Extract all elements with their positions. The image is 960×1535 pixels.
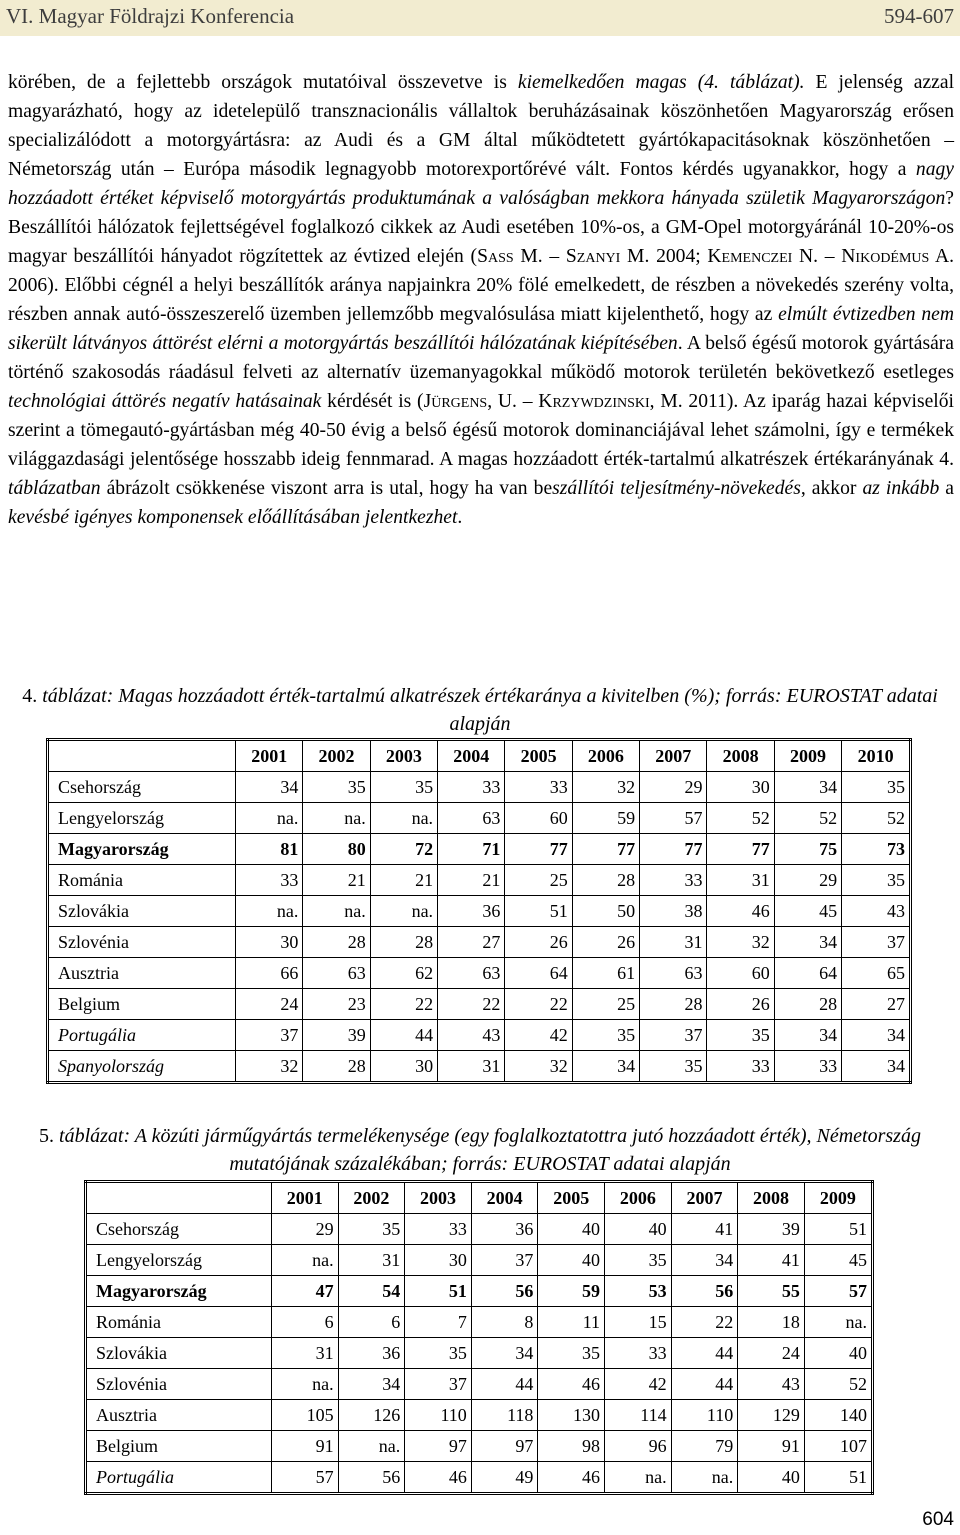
value-cell: 34 (572, 1051, 639, 1083)
value-cell: 40 (538, 1245, 605, 1276)
value-cell: 22 (438, 989, 505, 1020)
value-cell: 97 (471, 1431, 538, 1462)
text-run-italic: kiemelkedően magas (4. táblázat). (517, 72, 805, 93)
value-cell: 28 (774, 989, 841, 1020)
value-cell: 42 (605, 1369, 672, 1400)
value-cell: 64 (774, 958, 841, 989)
value-cell: 35 (605, 1245, 672, 1276)
year-header: 2008 (707, 740, 774, 772)
year-header: 2003 (405, 1182, 472, 1214)
page-header (0, 0, 960, 36)
table5-caption-text: táblázat: A közúti járműgyártás termelékenysége (egy foglalkoztatottra jutó hozzáadott érték), Németország mutatójának százalékában; forrás: EUROSTAT adatai alapján (59, 1125, 921, 1175)
text-run: E jelenség azzal magyarázható, hogy az idetelepülő transznacionális vállaltok beruházásainak köszönhetően Magyarország erősen specializálódott a motorgyártásra: az Audi és a GM által működtetett gyártókapacitásoknak köszönhetően – Németország után – Európa második legnagyobb motorexportőrévé vált. Fontos kérdés ugyanakkor, hogy a (8, 72, 955, 180)
value-cell: na. (671, 1462, 738, 1494)
value-cell: 27 (842, 989, 911, 1020)
value-cell: 29 (774, 865, 841, 896)
year-header: 2005 (538, 1182, 605, 1214)
country-name: Belgium (48, 989, 236, 1020)
value-cell: 46 (538, 1462, 605, 1494)
value-cell: 56 (471, 1276, 538, 1307)
value-cell: 36 (438, 896, 505, 927)
text-run: M. 2004; (620, 246, 708, 267)
value-cell: 46 (405, 1462, 472, 1494)
text-run: kérdését is ( (321, 391, 424, 412)
value-cell: 107 (804, 1431, 872, 1462)
value-cell: 31 (707, 865, 774, 896)
value-cell: 57 (640, 803, 707, 834)
value-cell: 44 (671, 1369, 738, 1400)
value-cell: 81 (236, 834, 303, 865)
value-cell: 42 (505, 1020, 572, 1051)
value-cell: 105 (271, 1400, 338, 1431)
text-run: , U. – (487, 391, 539, 412)
value-cell: 44 (370, 1020, 437, 1051)
table-row (86, 1431, 873, 1462)
country-name: Magyarország (48, 834, 236, 865)
value-cell: 129 (738, 1400, 805, 1431)
value-cell: 43 (438, 1020, 505, 1051)
value-cell: 24 (738, 1338, 805, 1369)
text-run: körében, de a fejlettebb országok mutatóival összevetve is (8, 72, 518, 93)
author-ref: Szanyi (565, 246, 621, 267)
text-run: ábrázolt csökkenése viszont arra is utal, hogy ha van be (100, 478, 553, 499)
value-cell: 27 (438, 927, 505, 958)
table5 (84, 1180, 874, 1495)
table-row (48, 772, 911, 803)
value-cell: 29 (271, 1214, 338, 1245)
value-cell: 35 (370, 772, 437, 803)
text-run: N. – (792, 246, 842, 267)
value-cell: 97 (405, 1431, 472, 1462)
text-run-italic: kevésbé igényes komponensek előállításában jelentkezhet (8, 507, 458, 528)
value-cell: 37 (236, 1020, 303, 1051)
value-cell: na. (236, 803, 303, 834)
table-corner-cell (86, 1182, 272, 1214)
value-cell: 21 (438, 865, 505, 896)
value-cell: 52 (842, 803, 911, 834)
year-header: 2001 (236, 740, 303, 772)
value-cell: 51 (405, 1276, 472, 1307)
value-cell: 7 (405, 1307, 472, 1338)
text-run: , M. 2011). Az iparág hazai képviselői szerint a tömegautó-gyártásban még 40-50 évig a belső égésű motorok dominanciájával lehet számolni, így e termékek világgazdasági jelentősége hosszabb ideig fennmarad. A magas hozzáadott érték-tartalmú alkatrészek értékarányának 4. (8, 391, 954, 470)
value-cell: 63 (640, 958, 707, 989)
year-header: 2009 (774, 740, 841, 772)
author-ref: Sass (477, 246, 514, 267)
text-run-italic: táblázatban (8, 478, 101, 499)
country-name: Portugália (48, 1020, 236, 1051)
value-cell: 8 (471, 1307, 538, 1338)
value-cell: 72 (370, 834, 437, 865)
value-cell: 64 (505, 958, 572, 989)
value-cell: 54 (338, 1276, 405, 1307)
value-cell: 33 (236, 865, 303, 896)
table-row (48, 803, 911, 834)
value-cell: 60 (707, 958, 774, 989)
value-cell: 34 (338, 1369, 405, 1400)
value-cell: 34 (236, 772, 303, 803)
value-cell: 34 (671, 1245, 738, 1276)
text-run: . A belső égésű motorok gyártására történő szakosodás ráadásul felveti az alternatív üzemanyagokkal működő motorok területén bekövetkező esetleges (8, 333, 954, 383)
table4-caption (10, 682, 950, 738)
value-cell: 80 (303, 834, 370, 865)
value-cell: 46 (707, 896, 774, 927)
value-cell: 40 (804, 1338, 872, 1369)
value-cell: 59 (572, 803, 639, 834)
value-cell: 36 (338, 1338, 405, 1369)
value-cell: 43 (842, 896, 911, 927)
value-cell: 75 (774, 834, 841, 865)
value-cell: 62 (370, 958, 437, 989)
table-row (48, 1051, 911, 1083)
value-cell: 33 (405, 1214, 472, 1245)
value-cell: 40 (738, 1462, 805, 1494)
year-header: 2002 (338, 1182, 405, 1214)
value-cell: 28 (303, 1051, 370, 1083)
table-row (86, 1276, 873, 1307)
country-name: Lengyelország (86, 1245, 272, 1276)
year-header: 2007 (640, 740, 707, 772)
value-cell: 33 (505, 772, 572, 803)
table-row (48, 1020, 911, 1051)
value-cell: 79 (671, 1431, 738, 1462)
value-cell: 56 (338, 1462, 405, 1494)
value-cell: 32 (505, 1051, 572, 1083)
value-cell: 33 (640, 865, 707, 896)
table5-header-row (86, 1182, 873, 1214)
year-header: 2008 (738, 1182, 805, 1214)
value-cell: 126 (338, 1400, 405, 1431)
value-cell: 30 (405, 1245, 472, 1276)
country-name: Románia (86, 1307, 272, 1338)
value-cell: 60 (505, 803, 572, 834)
value-cell: 31 (640, 927, 707, 958)
value-cell: 37 (640, 1020, 707, 1051)
value-cell: 26 (505, 927, 572, 958)
value-cell: 35 (572, 1020, 639, 1051)
value-cell: 22 (671, 1307, 738, 1338)
table-row (48, 989, 911, 1020)
value-cell: 34 (842, 1020, 911, 1051)
value-cell: 21 (370, 865, 437, 896)
author-ref: Krzywdzinski (538, 391, 650, 412)
value-cell: 31 (338, 1245, 405, 1276)
text-run-italic: szállítói teljesítmény-növekedés (552, 478, 801, 499)
year-header: 2004 (438, 740, 505, 772)
value-cell: 28 (640, 989, 707, 1020)
value-cell: 57 (271, 1462, 338, 1494)
value-cell: 50 (572, 896, 639, 927)
text-run: , akkor (800, 478, 863, 499)
value-cell: na. (370, 803, 437, 834)
country-name: Csehország (48, 772, 236, 803)
table-row (48, 927, 911, 958)
value-cell: 33 (707, 1051, 774, 1083)
country-name: Belgium (86, 1431, 272, 1462)
value-cell: 55 (738, 1276, 805, 1307)
value-cell: 40 (605, 1214, 672, 1245)
value-cell: 77 (707, 834, 774, 865)
value-cell: 46 (538, 1369, 605, 1400)
value-cell: 38 (640, 896, 707, 927)
country-name: Ausztria (86, 1400, 272, 1431)
table-row (86, 1338, 873, 1369)
value-cell: 41 (738, 1245, 805, 1276)
table-row (48, 958, 911, 989)
value-cell: 37 (842, 927, 911, 958)
value-cell: 37 (471, 1245, 538, 1276)
value-cell: 22 (370, 989, 437, 1020)
table-row (86, 1369, 873, 1400)
text-run: ? Beszállítói hálózatok fejlettségével foglalkozó cikkek az Audi esetében 10%-os, a GM-Opel motorgyáránál 10-20%-os magyar beszállítói hányadot rögzítettek az évtized elején ( (8, 188, 954, 267)
value-cell: 21 (303, 865, 370, 896)
table-row (86, 1307, 873, 1338)
value-cell: 140 (804, 1400, 872, 1431)
value-cell: 47 (271, 1276, 338, 1307)
table-corner-cell (48, 740, 236, 772)
value-cell: 6 (271, 1307, 338, 1338)
text-run: a (939, 478, 954, 499)
value-cell: 45 (774, 896, 841, 927)
value-cell: 23 (303, 989, 370, 1020)
table-row (86, 1245, 873, 1276)
country-name: Szlovákia (86, 1338, 272, 1369)
value-cell: 91 (738, 1431, 805, 1462)
table5-caption (10, 1122, 950, 1178)
value-cell: 130 (538, 1400, 605, 1431)
country-name: Szlovénia (86, 1369, 272, 1400)
value-cell: 59 (538, 1276, 605, 1307)
country-name: Magyarország (86, 1276, 272, 1307)
value-cell: 110 (671, 1400, 738, 1431)
text-run-italic: nagy hozzáadott értéket képviselő motorgyártás produktumának a valóságban mekkora hányada születik Magyarországon (8, 159, 954, 209)
year-header: 2003 (370, 740, 437, 772)
table-row (48, 865, 911, 896)
author-ref: Kemenczei (707, 246, 793, 267)
value-cell: 35 (707, 1020, 774, 1051)
value-cell: na. (303, 803, 370, 834)
page-number: 604 (922, 1509, 954, 1530)
value-cell: 34 (774, 772, 841, 803)
year-header: 2004 (471, 1182, 538, 1214)
value-cell: 52 (774, 803, 841, 834)
value-cell: 6 (338, 1307, 405, 1338)
value-cell: 32 (707, 927, 774, 958)
year-header: 2005 (505, 740, 572, 772)
value-cell: na. (605, 1462, 672, 1494)
value-cell: 63 (438, 803, 505, 834)
value-cell: 63 (303, 958, 370, 989)
value-cell: 114 (605, 1400, 672, 1431)
value-cell: 33 (774, 1051, 841, 1083)
year-header: 2006 (572, 740, 639, 772)
value-cell: 29 (640, 772, 707, 803)
value-cell: 28 (370, 927, 437, 958)
value-cell: 118 (471, 1400, 538, 1431)
value-cell: 26 (572, 927, 639, 958)
value-cell: 35 (405, 1338, 472, 1369)
value-cell: 45 (804, 1245, 872, 1276)
country-name: Lengyelország (48, 803, 236, 834)
year-header: 2010 (842, 740, 911, 772)
value-cell: 66 (236, 958, 303, 989)
text-run-italic: az inkább (862, 478, 940, 499)
value-cell: na. (338, 1431, 405, 1462)
value-cell: na. (370, 896, 437, 927)
value-cell: 91 (271, 1431, 338, 1462)
value-cell: 77 (505, 834, 572, 865)
value-cell: 35 (640, 1051, 707, 1083)
year-header: 2006 (605, 1182, 672, 1214)
value-cell: na. (271, 1245, 338, 1276)
country-name: Portugália (86, 1462, 272, 1494)
value-cell: 30 (707, 772, 774, 803)
value-cell: na. (236, 896, 303, 927)
value-cell: 36 (471, 1214, 538, 1245)
value-cell: 43 (738, 1369, 805, 1400)
text-run: M. – (513, 246, 566, 267)
value-cell: 26 (707, 989, 774, 1020)
text-run-italic: technológiai áttörés negatív hatásainak (8, 391, 322, 412)
value-cell: 40 (538, 1214, 605, 1245)
value-cell: 32 (236, 1051, 303, 1083)
value-cell: 71 (438, 834, 505, 865)
value-cell: 77 (572, 834, 639, 865)
value-cell: 30 (370, 1051, 437, 1083)
country-name: Csehország (86, 1214, 272, 1245)
value-cell: 35 (842, 865, 911, 896)
value-cell: 41 (671, 1214, 738, 1245)
value-cell: 110 (405, 1400, 472, 1431)
table-row (86, 1214, 873, 1245)
value-cell: 44 (471, 1369, 538, 1400)
country-name: Szlovénia (48, 927, 236, 958)
value-cell: 56 (671, 1276, 738, 1307)
value-cell: 35 (338, 1214, 405, 1245)
table5-number: 5. (39, 1125, 55, 1147)
table-row (48, 834, 911, 865)
value-cell: 73 (842, 834, 911, 865)
value-cell: 51 (505, 896, 572, 927)
value-cell: 28 (572, 865, 639, 896)
value-cell: na. (804, 1307, 872, 1338)
value-cell: 57 (804, 1276, 872, 1307)
value-cell: 34 (471, 1338, 538, 1369)
value-cell: 52 (804, 1369, 872, 1400)
author-ref: Nikodémus (841, 246, 930, 267)
country-name: Ausztria (48, 958, 236, 989)
body-paragraph (8, 68, 954, 532)
value-cell: 34 (774, 927, 841, 958)
year-header: 2009 (804, 1182, 872, 1214)
value-cell: 96 (605, 1431, 672, 1462)
value-cell: na. (303, 896, 370, 927)
value-cell: 49 (471, 1462, 538, 1494)
conference-title: VI. Magyar Földrajzi Konferencia (6, 4, 295, 28)
value-cell: 65 (842, 958, 911, 989)
value-cell: 37 (405, 1369, 472, 1400)
value-cell: 25 (572, 989, 639, 1020)
value-cell: 34 (774, 1020, 841, 1051)
value-cell: 24 (236, 989, 303, 1020)
table-row (48, 896, 911, 927)
value-cell: 44 (671, 1338, 738, 1369)
country-name: Szlovákia (48, 896, 236, 927)
year-header: 2001 (271, 1182, 338, 1214)
value-cell: 77 (640, 834, 707, 865)
value-cell: 63 (438, 958, 505, 989)
value-cell: 51 (804, 1214, 872, 1245)
value-cell: 33 (605, 1338, 672, 1369)
country-name: Románia (48, 865, 236, 896)
table4-header-row (48, 740, 911, 772)
value-cell: na. (271, 1369, 338, 1400)
value-cell: 28 (303, 927, 370, 958)
value-cell: 35 (842, 772, 911, 803)
table4 (46, 738, 912, 1084)
country-name: Spanyolország (48, 1051, 236, 1083)
text-run-italic: elmúlt évtizedben nem sikerült látványos áttörést elérni a motorgyártás beszállítói hálózatának kiépítésében (8, 304, 955, 354)
value-cell: 34 (842, 1051, 911, 1083)
value-cell: 32 (572, 772, 639, 803)
page-range: 594-607 (884, 4, 954, 28)
value-cell: 22 (505, 989, 572, 1020)
value-cell: 53 (605, 1276, 672, 1307)
table-row (86, 1462, 873, 1494)
value-cell: 11 (538, 1307, 605, 1338)
year-header: 2007 (671, 1182, 738, 1214)
value-cell: 51 (804, 1462, 872, 1494)
text-run: . (457, 507, 463, 528)
value-cell: 39 (738, 1214, 805, 1245)
value-cell: 98 (538, 1431, 605, 1462)
value-cell: 52 (707, 803, 774, 834)
value-cell: 61 (572, 958, 639, 989)
table4-number: 4. (22, 685, 38, 707)
value-cell: 30 (236, 927, 303, 958)
author-ref: Jürgens (423, 391, 488, 412)
value-cell: 18 (738, 1307, 805, 1338)
value-cell: 35 (538, 1338, 605, 1369)
value-cell: 25 (505, 865, 572, 896)
value-cell: 35 (303, 772, 370, 803)
value-cell: 31 (438, 1051, 505, 1083)
year-header: 2002 (303, 740, 370, 772)
value-cell: 39 (303, 1020, 370, 1051)
table4-caption-text: táblázat: Magas hozzáadott érték-tartalmú alkatrészek értékaránya a kivitelben (%); forrás: EUROSTAT adatai alapján (42, 685, 938, 735)
text-run: A. 2006). Előbbi cégnél a helyi beszállítók aránya napjainkra 20% fölé emelkedett, de részben a növekedés szerény volta, részben annak autó-összeszerelő üzemben jellemzőbb megvalósulása miatt kijelenthető, hogy az (8, 246, 954, 325)
value-cell: 31 (271, 1338, 338, 1369)
value-cell: 33 (438, 772, 505, 803)
value-cell: 15 (605, 1307, 672, 1338)
table-row (86, 1400, 873, 1431)
